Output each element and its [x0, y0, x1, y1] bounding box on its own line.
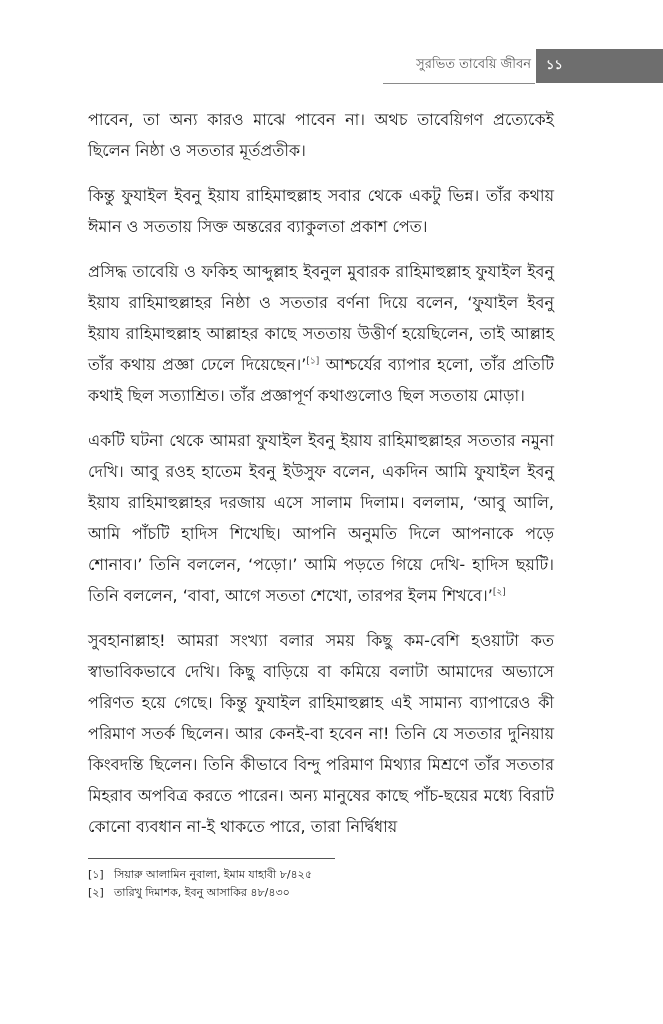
running-header — [0, 43, 663, 83]
page-number: ১১ — [546, 58, 563, 73]
header-rule — [383, 83, 535, 84]
footnote-2-mark: [২] — [88, 886, 104, 899]
footnote-reference-2[interactable]: [২] — [492, 587, 506, 598]
footnote-1 — [88, 866, 558, 884]
paragraph-2 — [88, 180, 554, 242]
paragraph-3 — [88, 256, 554, 411]
footnote-rule — [88, 858, 335, 859]
paragraph-1 — [88, 104, 554, 166]
paragraph-5-text: সুবহানাল্লাহ! আমরা সংখ্যা বলার সময় কিছু কম-বেশি হওয়াটা কত স্বাভাবিকভাবে দেখি। কিছু বাড়িয়ে বা কমিয়ে বলাটা আমাদের অভ্যাসে পরিণত হয়ে গেছে। কিন্তু ফুযাইল রাহিমাহুল্লাহ এই সামান্য ব্যাপারেও কী পরিমাণ সতর্ক ছিলেন। আর কেনই-বা হবেন না! তিনি যে সততার দুনিয়ায় কিংবদন্তি ছিলেন। তিনি কীভাবে বিন্দু পরিমাণ মিথ্যার মিশ্রণে তাঁর সততার মিহরাব অপবিত্র করতে পারেন। অন্য মানুষের কাছে পাঁচ-ছয়ের মধ্যে বিরাট কোনো ব্যবধান না-ই থাকতে পারে, তারা নির্দ্বিধায় — [88, 631, 554, 836]
footnote-1-text: সিয়ারু আলামিন নুবালা, ইমাম যাহাবী ৮/৪২৫ — [114, 868, 312, 881]
paragraph-4-text: একটি ঘটনা থেকে আমরা ফুযাইল ইবনু ইয়ায রাহিমাহুল্লাহর সততার নমুনা দেখি। আবু রওহ হাতেম ইবনু ইউসুফ বলেন, একদিন আমি ফুযাইল ইবনু ইয়ায রাহিমাহুল্লাহর দরজায় এসে সালাম দিলাম। বললাম, ‘আবু আলি, আমি পাঁচটি হাদিস শিখেছি। আপনি অনুমতি দিলে আপনাকে পড়ে শোনাব।’ তিনি বললেন, ‘পড়ো।’ আমি পড়তে গিয়ে দেখি- হাদিস ছয়টি। তিনি বললেন, ‘বাবা, আগে সততা শেখো, তারপর ইলম শিখবে।’ — [88, 431, 554, 605]
footnote-1-mark: [১] — [88, 868, 104, 881]
footnote-2-text: তারিখু দিমাশক, ইবনু আসাকির ৪৮/৪৩০ — [114, 886, 290, 899]
paragraph-3-text: প্রসিদ্ধ তাবেয়ি ও ফকিহ আব্দুল্লাহ ইবনুল মুবারক রাহিমাহুল্লাহ ফুযাইল ইবনু ইয়ায রাহিমাহুল্লাহর নিষ্ঠা ও সততার বর্ণনা দিয়ে বলেন, ‘ফুযাইল ইবনু ইয়ায রাহিমাহুল্লাহ আল্লাহর কাছে সততায় উত্তীর্ণ হয়েছিলেন, তাই আল্লাহ তাঁর কথায় প্রজ্ঞা ঢেলে দিয়েছেন।’ — [88, 262, 554, 374]
footnote-reference-1[interactable]: [১] — [306, 356, 320, 367]
paragraph-3-text-after: আশ্চর্যের ব্যাপার হলো, তাঁর প্রতিটি কথাই ছিল সত্যাশ্রিত। তাঁর প্রজ্ঞাপূর্ণ কথাগুলোও ছিল সততায় মোড়া। — [88, 355, 554, 405]
paragraph-4 — [88, 425, 554, 611]
footnote-2 — [88, 884, 558, 902]
running-header-title: সুরভিত তাবেয়ি জীবন — [416, 57, 531, 72]
paragraph-5 — [88, 625, 554, 842]
body-text — [88, 104, 554, 856]
paragraph-1-text: পাবেন, তা অন্য কারও মাঝে পাবেন না। অথচ তাবেয়িগণ প্রত্যেকেই ছিলেন নিষ্ঠা ও সততার মূর্তপ্রতীক। — [88, 110, 554, 160]
paragraph-2-text: কিন্তু ফুযাইল ইবনু ইয়ায রাহিমাহুল্লাহ সবার থেকে একটু ভিন্ন। তাঁর কথায় ঈমান ও সততায় সিক্ত অন্তরের ব্যাকুলতা প্রকাশ পেত। — [88, 186, 554, 236]
footnotes — [88, 866, 558, 902]
